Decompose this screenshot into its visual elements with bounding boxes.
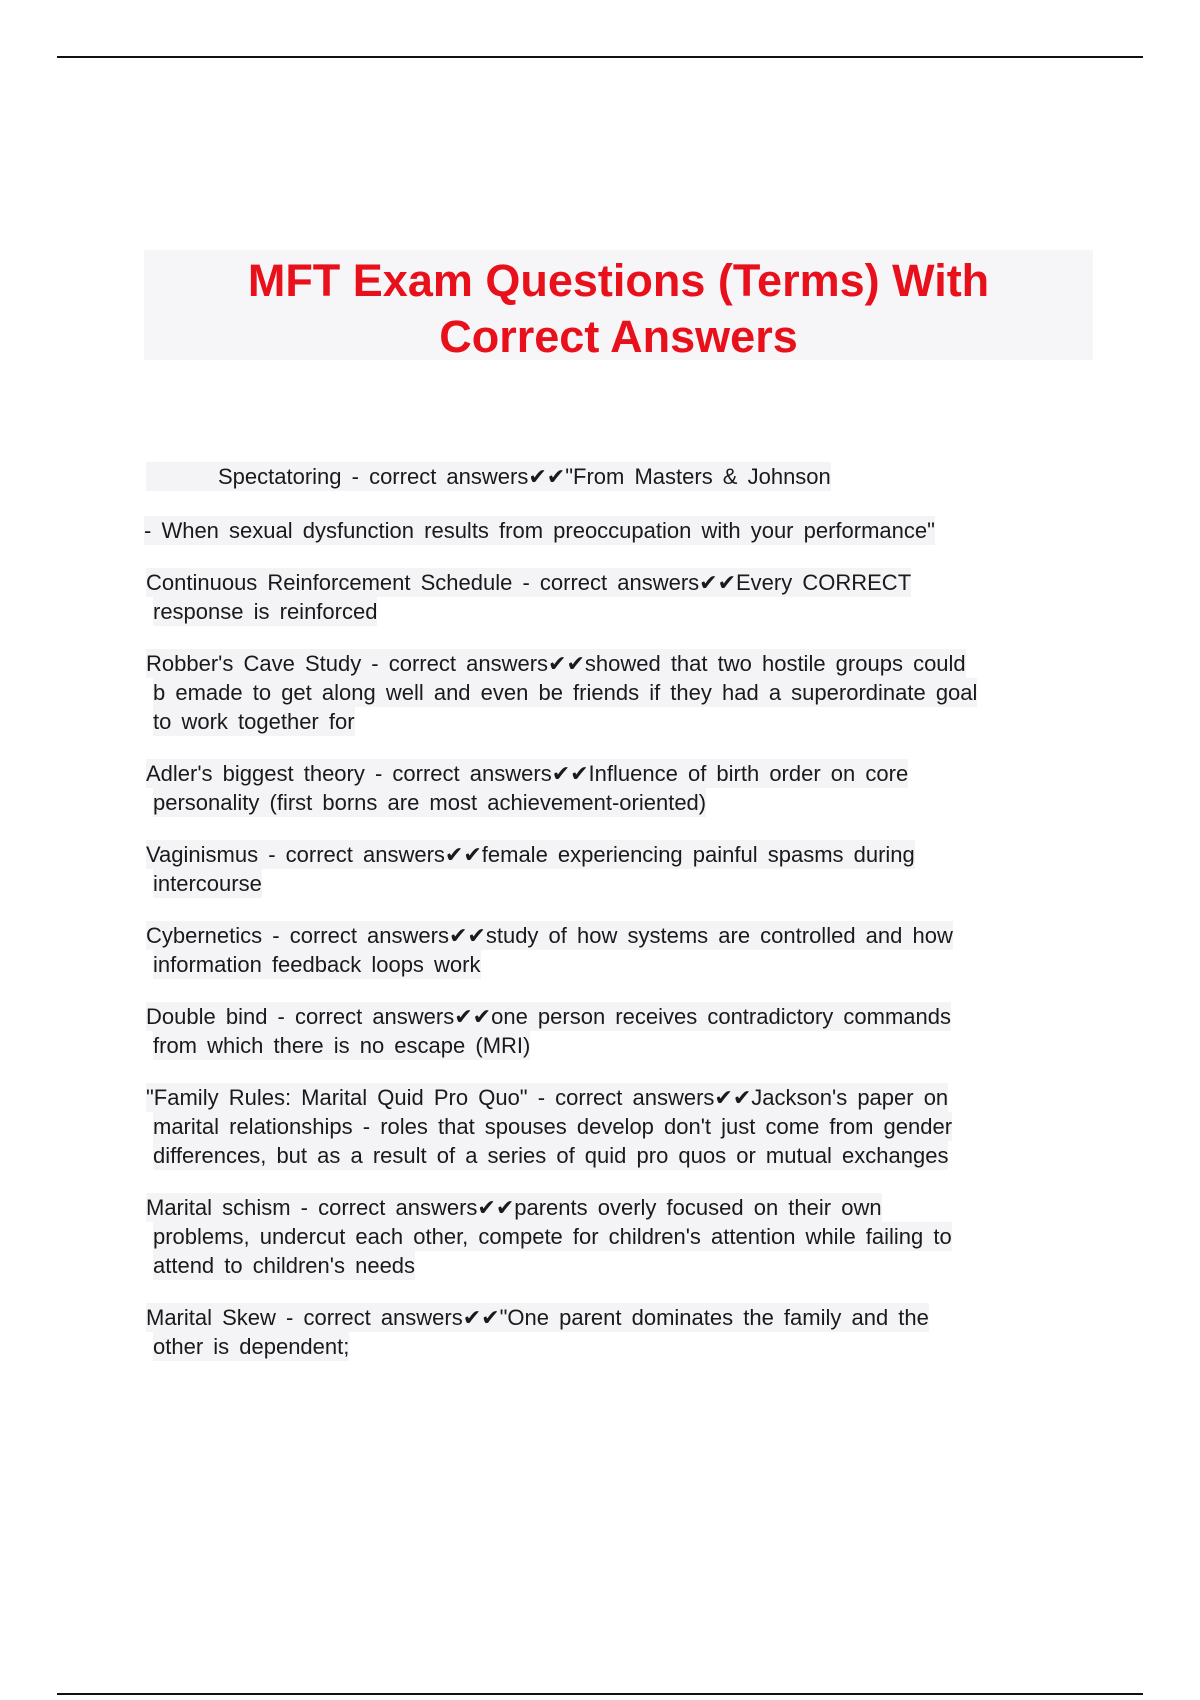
entry-line: Cybernetics - correct answers✔✔study of how systems are controlled and how [146, 923, 953, 948]
qa-entry [146, 1083, 1096, 1170]
qa-entry [146, 1193, 1096, 1280]
entry-line: b emade to get along well and even be friends if they had a superordinate goal [153, 680, 978, 705]
entry-line: intercourse [153, 871, 262, 896]
entry-line: other is dependent; [153, 1334, 350, 1359]
entry-line: personality (first borns are most achievement-oriented) [153, 790, 707, 815]
entry-line: - When sexual dysfunction results from preoccupation with your performance" [144, 518, 935, 543]
entry-line: Marital Skew - correct answers✔✔"One parent dominates the family and the [146, 1305, 929, 1330]
title-line-1: MFT Exam Questions (Terms) With [247, 255, 990, 306]
entry-line: attend to children's needs [153, 1253, 416, 1278]
document-title [144, 250, 1093, 365]
entry-line: Marital schism - correct answers✔✔parents overly focused on their own [146, 1195, 882, 1220]
qa-entry [146, 840, 1096, 898]
qa-entry [146, 649, 1096, 736]
entry-line: Vaginismus - correct answers✔✔female experiencing painful spasms during [146, 842, 915, 867]
entry-line: Adler's biggest theory - correct answers✔✔Influence of birth order on core [146, 761, 909, 786]
qa-entry [146, 921, 1096, 979]
entry-line: "Family Rules: Marital Quid Pro Quo" - correct answers✔✔Jackson's paper on [146, 1085, 949, 1110]
entry-line: information feedback loops work [153, 952, 481, 977]
qa-entry [146, 568, 1096, 626]
entry-line: marital relationships - roles that spouses develop don't just come from gender [153, 1114, 953, 1139]
title-line-2: Correct Answers [439, 311, 798, 362]
entry-line: Spectatoring - correct answers✔✔"From Masters & Johnson [146, 462, 831, 491]
top-rule [57, 56, 1143, 58]
entry-line: problems, undercut each other, compete for children's attention while failing to [153, 1224, 952, 1249]
qa-entry [146, 1303, 1096, 1361]
entry-line: Continuous Reinforcement Schedule - correct answers✔✔Every CORRECT [146, 570, 912, 595]
qa-entry [146, 462, 1096, 545]
qa-entry [146, 1002, 1096, 1060]
qa-entry [146, 759, 1096, 817]
entry-line: response is reinforced [153, 599, 378, 624]
bottom-rule [57, 1693, 1143, 1695]
entry-line: from which there is no escape (MRI) [153, 1033, 531, 1058]
entry-line: differences, but as a result of a series of quid pro quos or mutual exchanges [153, 1143, 949, 1168]
entry-line: Double bind - correct answers✔✔one person receives contradictory commands [146, 1004, 951, 1029]
entry-line: to work together for [153, 709, 355, 734]
entry-line: Robber's Cave Study - correct answers✔✔showed that two hostile groups could [146, 651, 966, 676]
title-banner [144, 250, 1093, 360]
qa-list [146, 462, 1096, 1384]
